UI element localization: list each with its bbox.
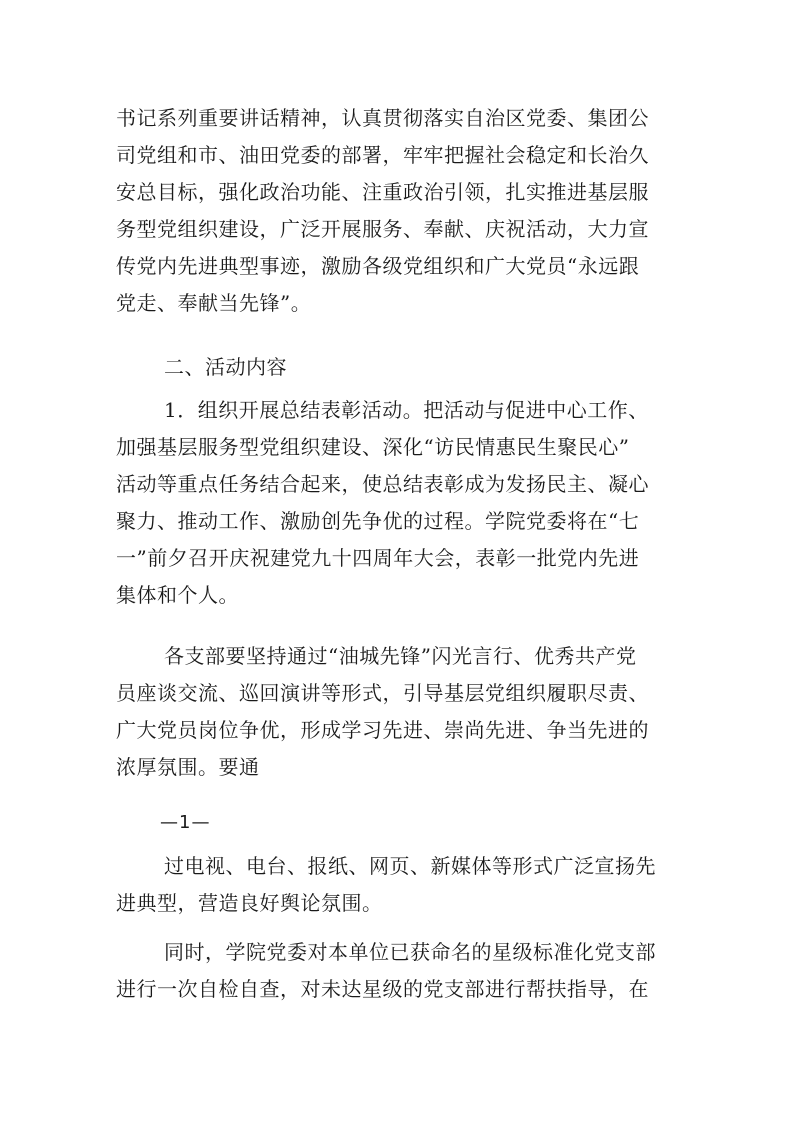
text-line: 传党内先进典型事迹，激励各级党组织和广大党员“永远跟: [116, 254, 640, 278]
text-line: 集体和个人。: [116, 583, 239, 607]
paragraph-branches: [116, 638, 696, 786]
text-line: 广大党员岗位争优，形成学习先进、崇尚先进、争当先进的: [116, 718, 649, 742]
text-line: 安总目标，强化政治功能、注重政治引领，扎实推进基层服: [116, 180, 649, 204]
paragraph-self-check: [116, 934, 696, 1008]
text-line: 1．组织开展总结表彰活动。把活动与促进中心工作、: [164, 398, 649, 422]
paragraph-item-1: [116, 392, 696, 614]
text-line: 活动等重点任务结合起来，使总结表彰成为发扬民主、凝心: [116, 472, 649, 496]
page-number: —1—: [160, 812, 211, 833]
text-line: 聚力、推动工作、激励创先争优的过程。学院党委将在“七: [116, 509, 640, 533]
paragraph-publicity: [116, 848, 696, 922]
text-line: 浓厚氛围。要通: [116, 755, 260, 779]
text-line: 各支部要坚持通过“油城先锋”闪光言行、优秀共产党: [164, 644, 637, 668]
text-line: 进典型，营造良好舆论氛围。: [116, 891, 383, 915]
paragraph-intro: [116, 100, 696, 322]
text-line: 进行一次自检自查，对未达星级的党支部进行帮扶指导，在: [116, 977, 649, 1001]
text-line: 一”前夕召开庆祝建党九十四周年大会，表彰一批党内先进: [116, 546, 640, 570]
section-heading: [116, 349, 696, 386]
text-line: 过电视、电台、报纸、网页、新媒体等形式广泛宣扬先: [164, 854, 656, 878]
text-line: 党走、奉献当先锋”。: [116, 291, 312, 315]
text-line: 加强基层服务型党组织建设、深化“访民情惠民生聚民心”: [116, 435, 630, 459]
heading-activity-content: 二、活动内容: [164, 355, 287, 379]
text-line: 书记系列重要讲话精神，认真贯彻落实自治区党委、集团公: [116, 106, 649, 130]
text-line: 同时，学院党委对本单位已获命名的星级标准化党支部: [164, 940, 656, 964]
text-line: 司党组和市、油田党委的部署，牢牢把握社会稳定和长治久: [116, 143, 649, 167]
text-line: 务型党组织建设，广泛开展服务、奉献、庆祝活动，大力宣: [116, 217, 649, 241]
text-line: 员座谈交流、巡回演讲等形式，引导基层党组织履职尽责、: [116, 681, 649, 705]
